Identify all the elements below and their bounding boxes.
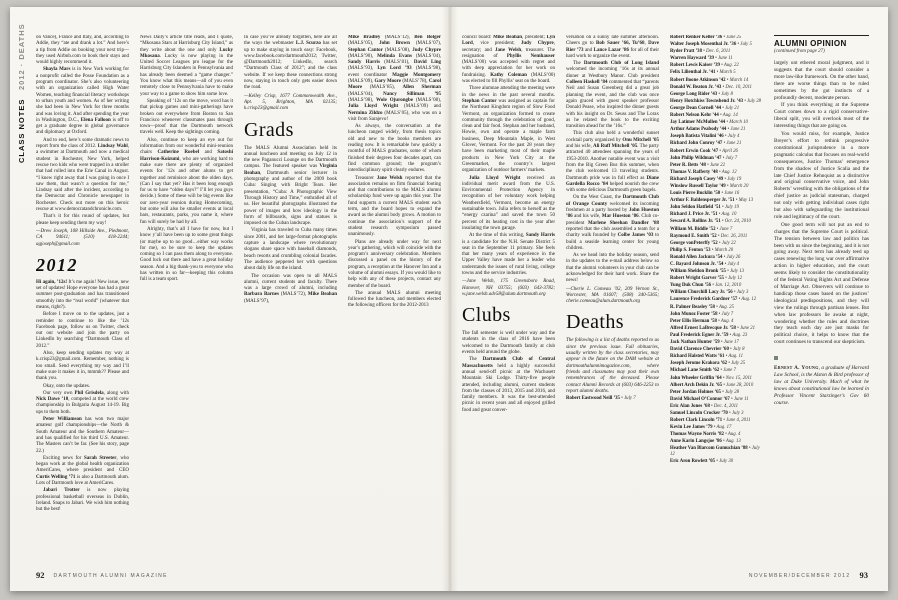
class-notes-paragraph: Peter Williamson has won two major amateur golf championships—the North & South Amateur and the Southern Amateur—and has qualified for his third U.S. Amateur. The Masters can’t be far. (See his story, page 22.)	[36, 417, 129, 454]
death-entry: William M. Biddle ’52 • June 7	[670, 226, 733, 232]
death-entry: Alfred Ernest LaBrecque Jr. ’58 • June 21	[670, 325, 756, 331]
grads-paragraph: Treasurer Jane Welsh reported that the association remains on firm financial footing and that contributions to the MALS alumni scholarship fund were up again this year. The fund supports a current MALS student each term, and the board hopes to expand the award as the alumni body grows. A motion to continue the association’s support of the student research symposium passed unanimously.	[348, 175, 441, 238]
sidebar-section-label: CLASS NOTES	[17, 98, 26, 163]
right-page-footer	[740, 570, 868, 580]
death-entry: Peter R. Betts ’48 • June 22	[670, 162, 726, 168]
death-entry: Jay Latimer McMullen ’44 • March 10	[670, 120, 748, 126]
death-entry: Eric Alan Jones ’68 • Dec. 4, 2011	[670, 403, 739, 409]
author-name: Ernest A. Young	[774, 365, 819, 372]
clubs-paragraph: The Dartmouth Club of Central Massachusetts held a highly successful annual send-off picnic at the Wachusett Mountain Ski Lodge. Thirty-five people attended, including alumni, current students from the classes of 2013, 2015 and 2016, and family members. It was the best-attended picnic in recent years and all enjoyed grilled food and great conver-	[462, 357, 555, 413]
class-notes-paragraph: on Vance), France and Italy, and, according to Addie, they “ate and drank a lot.” And here’s a tip from Addie on booking your next trip—they used Airbnb.com to book their stays and would highly recommend it.	[36, 35, 129, 66]
death-entry: Michael Lane Smith ’62 • June 7	[670, 368, 736, 374]
class-notes-paragraph: Our very own Phil Grisdela, along with Nick Dawe ’10, competed at the world crew championship in Bulgaria August 14-19. Big ups to them both.	[36, 390, 129, 415]
right-page-number: 93	[859, 570, 868, 580]
death-entry: Warren Hayward ’39 • June 11	[670, 56, 733, 62]
death-entry: David Clarence Chevrier ’60 • July 8	[670, 347, 745, 353]
death-entry: Albert Arch Dekin Jr. ’65 • June 28, 2010	[670, 382, 754, 388]
right-column-1	[462, 35, 555, 559]
clubs-paragraph: The Dartmouth Club of Long Island welcomed the incoming ’16s at its annual dinner at Westbury Manor. Club president Colleen Haskell ’84 commented that “parents Neil and Susan Greenberg did a great job planning the event, and the club was once again graced with guest speaker professor Donald Pease, who inspired the dinner guests with his insight on Dr. Seuss and The Lorax as he related the book to the exciting transition ahead for the ’16s.”	[566, 61, 659, 130]
left-page-number: 92	[36, 570, 45, 580]
grads-paragraph: Julia Lloyd Wright received an individual merit award from the U.S. Environmental Protection Agency in recognition of her voluntary work helping Weathersfield, Vermont, become an energy sustainable town. Julia refers to herself as the “energy czarina” and saved the town 50 percent of its heating cost in the year after insulating the town garage.	[462, 175, 555, 231]
secretary-signoff: —Jane Welsh, 175 Greensboro Road, Hanover, NH 03755; (603) 643-3782; w.jane.welsh.adv58@alum.dartmouth.org	[462, 279, 555, 297]
grads-heading: Grads	[244, 118, 294, 141]
death-entry: Peter Jordan Holmes ’65 • July 28	[670, 389, 740, 395]
sidebar-detail-label: 2012 · DEATHS	[17, 23, 26, 90]
alumni-opinion-column	[774, 35, 869, 559]
death-entry: William Sheldon Bronk ’55 • July 13	[670, 269, 745, 275]
secretary-signoff: —Cherie L. Comeau ’02, 209 Vernon St., Worcester, MA 01607; (508) 340-5365; cherie.comeau@alum.dartmouth.org	[566, 286, 659, 305]
death-entry: Kevin Lee James ’79 • Aug. 17	[670, 425, 732, 431]
page-fold	[442, 7, 458, 591]
secretary-signoff: —Kelley Crisp, 1677 Commonwealth Ave., Apt. 5, Brighton, MA 02135; k.crisp23@gmail.com	[244, 93, 337, 112]
left-column-3	[244, 35, 337, 559]
death-entry: Paul Frederick Egner Jr. ’59 • Aug. 23	[670, 332, 748, 338]
death-entry: John Philip Wildman ’47 • July 7	[670, 155, 738, 161]
magazine-title: DARTMOUTH ALUMNI MAGAZINE	[53, 573, 168, 579]
death-entry: Walter Joseph Mosenthal Jr. ’36 • July 5	[670, 42, 752, 48]
class-notes-paragraph: In case you’ve already forgotten, here are all the ways the webmaster L.J. Scurzo has set up to make staying in touch easy: Facebook, www.facebook.com/dartmouth2012; Twitter, @Dartmouth2012; LinkedIn, search “Dartmouth Class of 2012”; and the class website. If we keep these connections strong now, staying in touch only gets easier down the road.	[244, 35, 337, 91]
left-column-2	[140, 35, 233, 559]
clubs-paragraph: versation on a sunny late summer afternoon. Cheers go to Bob Sauer ’66, Tu’68, Dave Rier ’73 and Lance Lazar ’86 for all of their hard work to organize the event.	[566, 35, 659, 59]
death-entry: Robert Renker Keller ’36 • June 25	[670, 35, 742, 40]
opinion-paragraph: You would miss, for example, Justice Breyer’s effort to rethink progressive constitutional jurisprudence in a more pragmatic calculus that focuses on real-world consequences, Justice Thomas’ emergence from the shadow of Justice Scalia and the late Chief Justice Rehnquist as a distinctive and original conservative voice, and John Roberts’ wrestling with the obligations of the chief justice as judicial statesman, charged not only with getting individual cases right but also with safeguarding the institutional role and legitimacy of the court.	[774, 131, 869, 220]
death-entry: Robert Wright Garver ’55 • July 12	[670, 276, 743, 282]
death-entry-date: July 7	[624, 396, 636, 402]
grads-paragraph: The annual MALS alumni meeting followed the luncheon, and members elected the following officers for the 2012-2013	[348, 290, 441, 309]
grads-paragraph: council board: Mike Beahan, president; Lyn Lord, vice president; Judy Chypre, secretary; and Jane Welsh, treasurer. The resignation of Phyllis Nemhauser (MALS’00) was accepted with regret and with deep appreciation for her work on fundraising. Kathy Coleman (MALS’00) was elected to fill Phyllis’ seat on the board.	[462, 35, 555, 85]
death-entry: George Long Rider ’43 • July 8	[670, 91, 733, 97]
left-column-4	[348, 35, 441, 559]
death-entry: Donald W. Beaton Jr. ’43 • Dec. 10, 2011	[670, 84, 752, 90]
death-entry: Robert Erwin Cook ’47 • April 26	[670, 148, 738, 154]
death-entry: John Wheeler Griffin ’64 • Nov. 15, 2011	[670, 375, 752, 381]
death-entry: Richard J. Price Jr. ’51 • Aug. 10	[670, 212, 737, 218]
class-notes-paragraph: Also, keep sending updates my way at k.crisp23@gmail.com. Remember, nothing is too small. Send everything my way and I’ll make sure it makes it in, mmmk?? Please and thank you.	[36, 351, 129, 382]
author-bio-text: , a graduate of Harvard Law School, is the Alston & Bird professor of law at Duke University. Much of what he knows about constitutional law he learned in Professor Vincent Starzinger’s Gov 60 course.	[774, 365, 869, 406]
death-entry: George vonPeterffy ’52 • July 22	[670, 240, 736, 246]
death-entry: Ryder Pratt ’38 • Dec. 6, 2011	[670, 49, 731, 55]
death-entry: Thomas V. Rafferty ’48 • Aug. 12	[670, 169, 737, 175]
class-2012-heading: 2012	[36, 254, 78, 275]
death-entry: Henry Hotchkiss Townshend Jr. ’43 • July 28	[670, 98, 762, 104]
opinion-paragraph: One good term will not put an end to charges that the Supreme Court is political. The tension between law and politics has been with us since the beginning, and it is not going away. Next term has already teed up cases renewing the long war over affirmative action in higher education, and the court seems likely to consider the constitutionality of the federal Voting Rights Act and Defense of Marriage Act. Observers will continue to handicap those cases based on the justices’ ideological predispositions, and they will view the rulings through partisan lenses. But when law professors lie awake at night, wondering whether the rules and doctrines they teach each day are just masks for political choice, it helps to know that the court continues to transcend our skepticism.	[774, 221, 869, 346]
grads-paragraph: The MALS Alumni Association held its annual luncheon and meeting on July 12 in the new Paganucci Lounge on the Dartmouth campus. The featured speaker was Virginia Beahan, Dartmouth senior lecturer in photography and author of the 2009 book Cuba: Singing with Bright Tears. Her presentation, “Cuba: A Photographic View Through History and Time,” enthralled all of us. Her beautiful photographs illustrated the power of images and how ideology in the form of billboards, signs and statues is imposed on the Cuban landscape.	[244, 145, 337, 227]
grads-paragraph: Plans are already under way for next year’s gathering, which will coincide with the program’s anniversary celebration. Members discussed a panel on the history of the program, a reception at the Hanover Inn and a volume of alumni essays. If you would like to help with any of these projects, contact any member of the board.	[348, 239, 441, 289]
death-entry: Ronald Allen Jackura ’54 • July 26	[670, 254, 741, 260]
left-page-footer	[36, 570, 177, 580]
sidebar-label	[17, 23, 26, 163]
class-notes-paragraph: Also, continue to keep an eye out for information from our wonderful mini-reunion chairs Catherine Roebel and Satoshi Harrison-Koizumi, who are working hard to make sure there are plenty of organized events for ’12s and other alums to get together and reminisce about the olden days. (Can I say that yet? Has it been long enough for us to have “olden days?” I’ll let you guys decide.) Some of these will be big events like our zero-year reunion during Homecoming, but some will also be smaller events at local bars, restaurants, parks, you name it, where fun will surely be had by all.	[140, 137, 233, 225]
grads-paragraph: At the time of this writing, Sandy Harris is a candidate for the N.H. Senate District 5 seat in the September 11 primary. She feels that her many years of experience in the Upper Valley have made her a leader who understands the issues of rural living, college towns and the service industries.	[462, 233, 555, 276]
class-notes-paragraph: And to end, here’s some dramatic news to report from the class of 2012. Lindsay Wahl, a swimmer at Dartmouth and now a medical student in Rochester, New York, helped rescue two kids who were trapped in a stroller that had rolled into the Erie Canal in August. “I knew right away that I was going in once I saw them, that wasn’t a question for me,” Lindsay said after the incident, according to the Democrat and Chronicle newspaper in Rochester. Check out more on this heroic rescue at www.democratandchronicle.com.	[36, 137, 129, 213]
death-entry: Arthur F. Baldensperger Jr. ’51 • May 13	[670, 198, 754, 204]
death-entry: Richard Halsted Watts ’61 • Aug. 11	[670, 354, 743, 360]
class-notes-paragraph: Exciting news for Sarah Streeter, who began work at the global health organization AmeriCares, where president and CEO Curtis Welling ’71 is also a Dartmouth alum. Lots of Dartmouth love at AmeriCares.	[36, 455, 129, 486]
deaths-intro: The following is a list of deaths reported to us since the previous issue. Full obituaries, usually written by the class secretaries, may appear in the future on the DAM website at dartmouthalumnimagazine.com, where friends and classmates may post their own remembrances of the deceased. Please contact Alumni Records at (603) 646-2253 to report alumni deaths.	[566, 338, 659, 394]
issue-date: NOVEMBER/DECEMBER 2012	[748, 573, 851, 579]
death-entry: Jack Nathan Hunter ’59 • June 17	[670, 340, 739, 346]
author-bio	[774, 365, 869, 406]
continued-from-note: (continued from page 27)	[774, 49, 825, 54]
left-column-1	[36, 35, 129, 559]
death-entry: Louis Pierre Bucklin ’50 • June 16	[670, 191, 740, 197]
death-entry: Robert Clark Lincoln ’71 • June 4, 2011	[670, 418, 751, 424]
end-mark-row	[774, 347, 869, 365]
class-notes-paragraph: That’s it for this round of updates, but please keep sending them my way!	[36, 214, 129, 226]
death-entry: George Dean Cornell ’44 • July 21	[670, 105, 740, 111]
death-entry: John Munoz Foster ’58 • July 7	[670, 311, 734, 317]
grads-paragraph: Three alumnae attending the meeting were in the news in the past several months. Stephan Cantor was assigned as captain for the Northeast Kingdom region of Slow Food Vermont, an organization formed to create community through the celebration of good, clean and fair food. Stephan and her husband, Howie, own and operate a maple farm business, Deep Mountain Maple, in West Glover, Vermont. For the past 28 years they have been marketing most of their maple products in New York City at the Greenmarket, the country’s largest organization of outdoor farmers’ markets.	[462, 86, 555, 174]
grads-paragraph: Mike Bradley (MALS’12), Ben Bolger (MALS’05), John Brown (MALS’07), Stephan Cantor (MALS’08), Judy Chypre (MALS’90), Melinda Evans (MALS’04), Sandy Harris (MALS’81), David Ling (MALS’93), Lyn Lord ’93 (MALS’98), event coordinator Maggie Montgomery (MALS’09), Gary Moore (MALS’78), Carol Moore (MALS’85), Allen Sherman (MALS’04), Nancy Silliman ’95 (MALS’98), Wole Ojurongbe (MALS’08), Julia Lloyd Wright (MALS’09) and Nermina Zildzo (MALS’05), who was on a visit from Sarajevo!	[348, 35, 441, 122]
death-entry-date: •	[619, 396, 625, 402]
death-entry: Joseph Batista Vitalini ’46 • July 4	[670, 134, 740, 140]
death-entry: Robert Lewis Kaiser ’39 • Aug. 22	[670, 63, 739, 69]
death-entry: Robert Nelson Kehr ’44 • Aug. 14	[670, 113, 738, 119]
death-entry	[566, 396, 659, 402]
class-notes-paragraph: Jabari Trotter is now playing professional basketball overseas in Dublin, Ireland. Snaps to Jabari. We wish him nothing but the best!	[36, 488, 129, 513]
death-entry: John Seldon Hatfield ’51 • July 19	[670, 205, 739, 211]
death-entry: Winslow Russell Taylor ’49 • March 20	[670, 183, 749, 189]
class-notes-paragraph: Shayla Mars is in New York working for a nonprofit called the Posse Foundation as a program coordinator. She’s also volunteering with an organization called High Water Women, teaching financial literacy workshops to urban youth and women. As of her writing she had been in New York for three months and was loving it. And after spending the year in Washington, D.C., Elena Falloon is off to get a graduate degree in global governance and diplomacy at Oxford.	[36, 67, 129, 136]
magazine-spread	[10, 7, 888, 591]
class-notes-paragraph: Before I move on to the updates, just a reminder to continue to like the ’12s Facebook page, follow us on Twitter, check out our website and join the party on LinkedIn by searching “Dartmouth Class of 2012.”	[36, 312, 129, 349]
class-notes-paragraph: Alrighty, that’s all I have for now, but I know y’all have been up to some great things (or maybe up to no good…either way works for me), so be sure to keep the updates coming so I can pass them along to everyone. Good luck out there and have a great holiday season. And a big thank-you to everyone who has written in so far—keeping this column full is a team sport.	[140, 226, 233, 283]
clubs-heading: Clubs	[462, 304, 511, 327]
death-entry: William Churchill Lacy Jr. ’56 • July 3	[670, 290, 749, 296]
death-entry: Arthur Adams Peabody ’44 • June 21	[670, 127, 746, 133]
death-entry: C. Bayard Johnson Jr. ’54 • July 4	[670, 262, 740, 267]
class-notes-paragraph: Speaking of ’12s on the move, word has it that pickup games and mini-gatherings have broken out everywhere from Boston to San Francisco whenever classmates pass through town—proof that the Dartmouth network travels well. Keep the sightings coming.	[140, 98, 233, 136]
grads-paragraph: The occasion was open to all MALS alumni, current students and faculty. There was a large crowd of alumni, including Barbara Barnes (MALS’72), Mike Beahan (MALS’97),	[244, 273, 337, 304]
death-entry: Seward A. Rollins Jr. ’51 • Oct. 24, 2010	[670, 219, 751, 225]
death-entry: Yung Duk Chun ’56 • Jan. 12, 2010	[670, 283, 742, 289]
death-entry: Joseph Jerome Krakora ’62 • July 25	[670, 361, 746, 367]
death-entry: Richard John Conroy ’47 • June 21	[670, 141, 742, 147]
death-entry: Richard Joseph Casey ’49 • July 19	[670, 176, 742, 182]
right-column-2	[566, 35, 659, 559]
death-entry: Eric Aron Rowlett ’05 • July 30	[670, 459, 734, 465]
death-entry: David Michael O’Connor ’67 • June 11	[670, 396, 749, 402]
death-entry: Heather Van Blarcom Gumuchian ’88 • July 12	[670, 446, 760, 458]
death-entry: Thomas Wayne Norris ’82 • Aug. 4	[670, 432, 741, 438]
opinion-paragraph: largely unt ethered moral judgment, and it suggests that the court should consider a more law-like framework. On the other hand, there are worse things than to be ruled sometimes by the gut instincts of a profoundly decent, moderate person.	[774, 60, 869, 101]
class-notes-paragraph: News Daily’s article title reads, and I quote, “Mkosana Stars at Harrisburg City Island,” as they write about the one and only Lucky Mkosana. Lucky is now playing in the United Soccer Leagues pro league for the Harrisburg City Islanders in Pennsylvania and has already been deemed a “game changer.” You know what this means—all of you even remotely close to Pennsylvania have to make your way to a game to show him some love.	[140, 35, 233, 97]
article-end-icon	[774, 356, 778, 360]
death-entry-name: Robert Eastwood Neill ’35	[566, 396, 620, 402]
grads-paragraph: As always, the conversation at the luncheon ranged widely, from thesis topics old and new to the books members are reading now. It is remarkable how quickly a roomful of MALS graduates, some of whom finished their degrees four decades apart, can find common ground; the program’s interdisciplinary spirit clearly endures.	[348, 124, 441, 174]
death-entry: Peter Ellis Herman ’58 • Aug. 4	[670, 318, 734, 324]
clubs-paragraph: The fall semester is well under way and the students in the class of 2016 have been welcomed to the Dartmouth family at club events held around the globe.	[462, 331, 555, 356]
death-entry: Laurence Frederick Gardner ’57 • Aug. 12	[670, 297, 757, 303]
grads-paragraph: Virginia has traveled to Cuba many times since 2001, and her large-format photographs capture a landscape where revolutionary slogans share space with baseball diamonds, beach resorts and crumbling colonial facades. The audience peppered her with questions about daily life on the island.	[244, 228, 337, 272]
death-entry: R. Palmer Beasley ’58 • Aug. 25	[670, 304, 734, 310]
class-notes-paragraph: Okay, onto the updates.	[43, 383, 91, 389]
clubs-paragraph: This club also held a wonderful sunset cocktail party organized by Onu Mitchell ’05 and his wife, Ali Ruff Mitchell ’05. The party attracted 40 attendees spanning the years of 1953-2010. Another notable event was a visit from the Big Green Bus this summer, when the club welcomed 13 traveling students. Dartmouth pride was in full effect as Diane Gardella Rocco ’84 helped nourish the crew with some delicious Dartmouth green bagels.	[566, 131, 659, 194]
death-entry: Anne Karin Langsjoe ’86 • Aug. 13	[670, 439, 741, 445]
death-entry: Felix Lilienthal Jr. ’41 • March 5	[670, 70, 736, 76]
class-notes-paragraph: Hi again, ’12s! It’s me again! New issue, new set of updates! Hope everyone has had a great summer post-graduation and has transitioned smoothly into the “real world” (whatever that means, right?).	[36, 279, 129, 310]
death-entry: Raymond E. Smith ’52 • Dec. 26, 2011	[670, 233, 748, 239]
clubs-paragraph: As we head into the holiday season, send in the updates to the e-mail address below so that the alumni volunteers in your club can be acknowledged for their hard work. Share the news!	[566, 253, 659, 284]
deaths-heading: Deaths	[566, 311, 624, 334]
clubs-paragraph: On the West Coast, the Dartmouth Club of Orange County welcomed its incoming freshmen at a party hosted by John Hueston ’86 and his wife, Mar Hueston ’86. Club co-president Marlene Sheehan Dandler ’88 reported that the club assembled a team for a charity walk founded by Colbe James ’03 to build a seaside learning center for young children.	[566, 195, 659, 251]
opinion-paragraph: If you think everything at the Supreme Court comes down to a rigid conservative-liberal split, you will overlook most of the interesting things that are going on.	[774, 102, 869, 130]
deaths-list	[670, 35, 763, 559]
death-entry: Philip S. Fenton ’53 • March 20	[670, 247, 734, 253]
death-entry: Samuel Lincoln Crocker ’70 • July 3	[670, 410, 744, 416]
alumni-opinion-heading: ALUMNI OPINION	[774, 35, 869, 48]
secretary-signoff: —Drew Joseph, 108 Hillside Ave., Piedmont, CA 94611; (510) 418-2244; agjoseph@gmail.com	[36, 228, 129, 247]
death-entry: Robert Boone Atkinson ’42 • March 14	[670, 77, 749, 83]
